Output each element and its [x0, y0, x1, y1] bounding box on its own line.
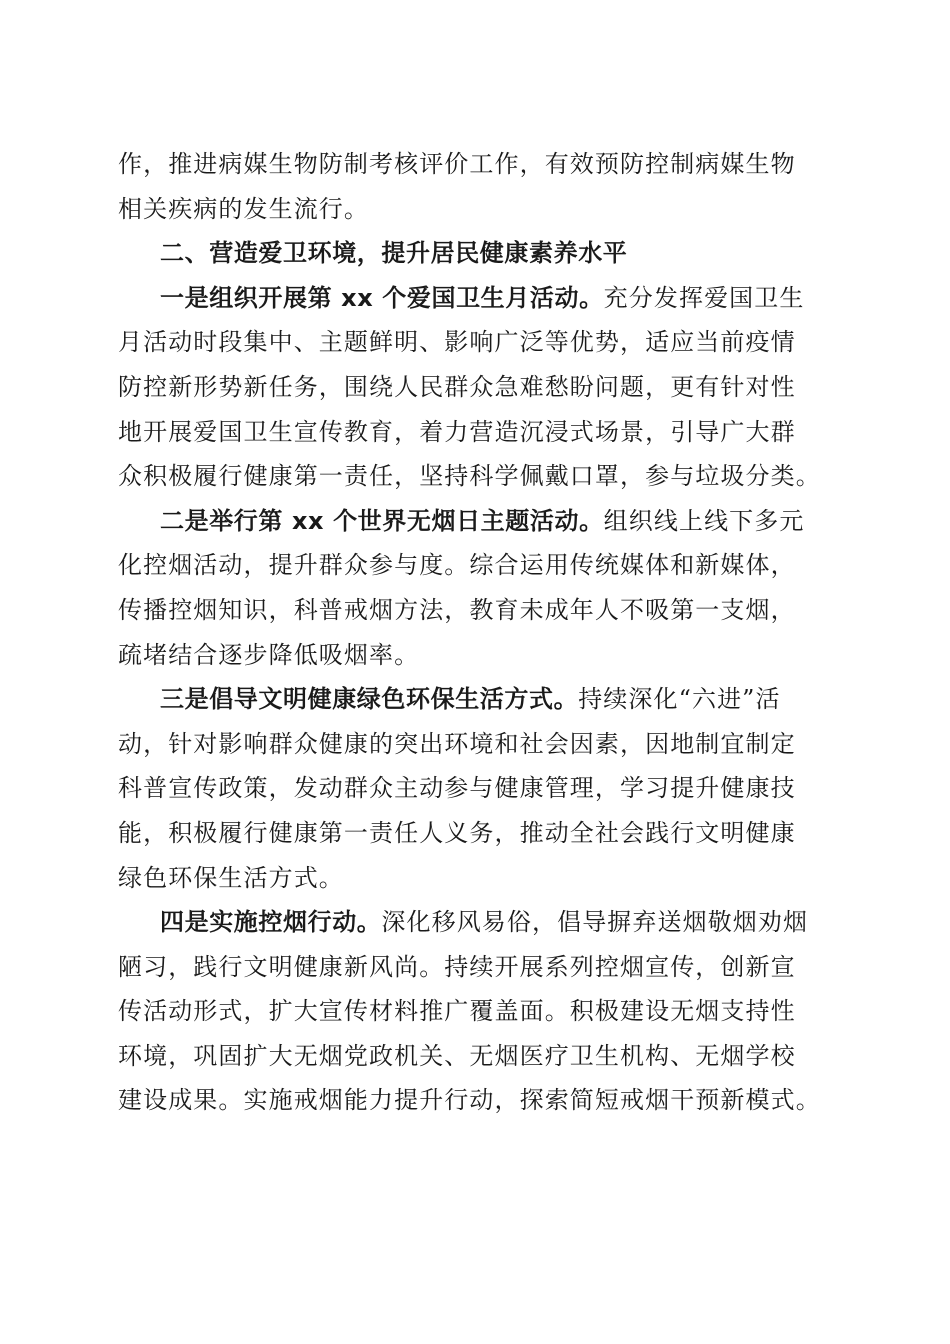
- paragraph-lead: 二是举行第 xx 个世界无烟日主题活动。: [160, 506, 604, 535]
- body-text-line: 绿色环保生活方式。: [118, 863, 344, 892]
- body-text-line: 动，针对影响群众健康的突出环境和社会因素，因地制宜制定: [118, 729, 796, 758]
- paragraph-text: 深化移风易俗，倡导摒弃送烟敬烟劝烟: [381, 908, 809, 937]
- paragraph-text: 持续深化“六进”活: [578, 685, 781, 714]
- body-text-line: 环境，巩固扩大无烟党政机关、无烟医疗卫生机构、无烟学校: [118, 1041, 796, 1070]
- body-text-line: 陋习，践行文明健康新风尚。持续开展系列控烟宣传，创新宣: [118, 952, 796, 981]
- body-text-line: 众积极履行健康第一责任，坚持科学佩戴口罩，参与垃圾分类。: [118, 462, 821, 491]
- document-body: [118, 142, 838, 1123]
- paragraph-first-line: [118, 276, 838, 321]
- paragraph-text: 组织线上线下多元: [603, 506, 805, 535]
- body-text-line: 地开展爱国卫生宣传教育，着力营造沉浸式场景，引导广大群: [118, 417, 796, 446]
- body-text-line: 作，推进病媒生物防制考核评价工作，有效预防控制病媒生物: [118, 150, 796, 178]
- body-text-line: 化控烟活动，提升群众参与度。综合运用传统媒体和新媒体，: [118, 551, 796, 580]
- body-text-line: 能，积极履行健康第一责任人义务，推动全社会践行文明健康: [118, 818, 796, 847]
- body-text-line: 建设成果。实施戒烟能力提升行动，探索简短戒烟干预新模式。: [118, 1086, 821, 1115]
- body-text-line: 传活动形式，扩大宣传材料推广覆盖面。积极建设无烟支持性: [118, 997, 796, 1026]
- paragraph-lead: 一是组织开展第 xx 个爱国卫生月活动。: [160, 283, 604, 312]
- body-text-line: 疏堵结合逐步降低吸烟率。: [118, 640, 420, 669]
- paragraph-lead: 四是实施控烟行动。: [160, 908, 382, 937]
- body-text-line: 传播控烟知识，科普戒烟方法，教育未成年人不吸第一支烟，: [118, 595, 796, 624]
- body-text-line: 科普宣传政策，发动群众主动参与健康管理，学习提升健康技: [118, 774, 796, 803]
- body-text-line: 相关疾病的发生流行。: [118, 194, 369, 223]
- paragraph-first-line: [118, 900, 838, 945]
- body-text-line: 月活动时段集中、主题鲜明、影响广泛等优势，适应当前疫情: [118, 328, 796, 357]
- paragraph-first-line: [118, 677, 838, 722]
- paragraph-first-line: [118, 499, 838, 544]
- paragraph-text: 充分发挥爱国卫生: [603, 283, 805, 312]
- section-heading: 二、营造爱卫环境，提升居民健康素养水平: [160, 239, 628, 268]
- paragraph-lead: 三是倡导文明健康绿色环保生活方式。: [160, 685, 579, 714]
- body-text-line: 防控新形势新任务，围绕人民群众急难愁盼问题，更有针对性: [118, 372, 796, 401]
